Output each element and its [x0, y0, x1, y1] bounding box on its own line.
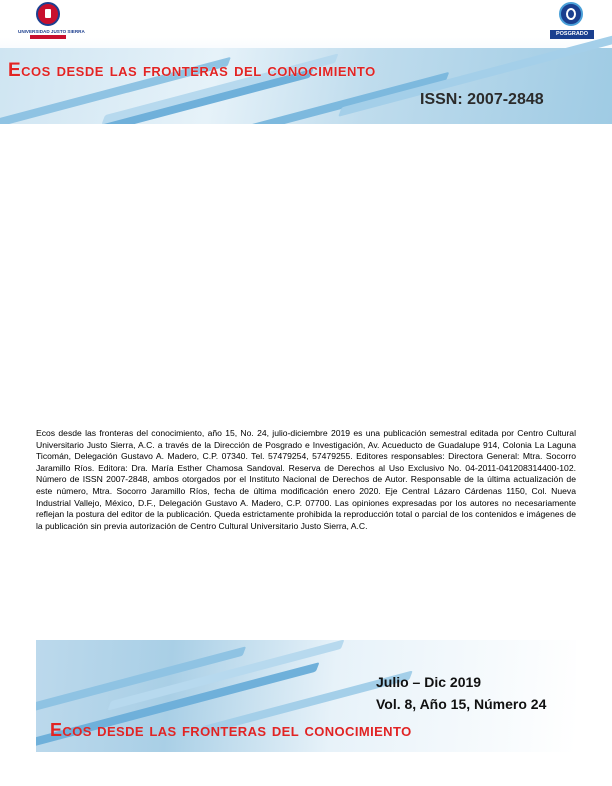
issue-date: Julio – Dic 2019	[376, 674, 482, 690]
colophon-paragraph: Ecos desde las fronteras del conocimiento, año 15, No. 24, julio-diciembre 2019 es una publicación semestral editada por Centro Cultural Universitario Justo Sierra, A.C. a través de la Dirección de Posgrado e Investigación, Av. Acueducto de Guadalupe 914, Colonia La Laguna Ticomán, Delegación Gustavo A. Madero, C.P. 07340. Tel. 57479254, 57479255. Editores responsables: Directora General: Mtra. Socorro Jaramillo Ríos. Editora: Dra. María Esther Chamosa Sandoval. Reserva de Derechos al Uso Exclusivo No. 04-2011-041208314400-102. Número de ISSN 2007-2848, ambos otorgados por el Instituto Nacional de Derechos de Autor. Responsable de la última actualización de este número, Mtra. Socorro Jaramillo Ríos, fecha de última modificación enero 2020. Eje Central Lázaro Cárdenas 1150, Col. Nueva Industrial Vallejo, México, D.F., Delegación Gustavo A. Madero, C.P. 07700. Las opiniones expresadas por los autores no necesariamente reflejan la postura del editor de la publicación. Queda estrictamente prohibida la reproducción total o parcial de los contenidos e imágenes de la publicación sin previa autorización de Centro Cultural Universitario Justo Sierra, A.C.	[36, 428, 576, 531]
logo-red-bar	[30, 35, 66, 39]
footer-banner	[36, 640, 576, 752]
issn-number: ISSN: 2007-2848	[420, 91, 544, 108]
journal-title: Ecos desde las fronteras del conocimiento	[8, 60, 376, 81]
footer-journal-title: Ecos desde las fronteras del conocimiento	[50, 720, 412, 740]
university-name: UNIVERSIDAD JUSTO SIERRA	[18, 29, 85, 34]
header-banner	[0, 0, 612, 124]
universidad-justo-sierra-logo	[18, 2, 85, 40]
volume-info: Vol. 8, Año 15, Número 24	[376, 696, 547, 712]
university-seal-icon	[36, 2, 60, 26]
posgrado-logo	[550, 2, 594, 42]
posgrado-label: POSGRADO	[550, 30, 594, 39]
posgrado-seal-icon	[559, 2, 583, 26]
